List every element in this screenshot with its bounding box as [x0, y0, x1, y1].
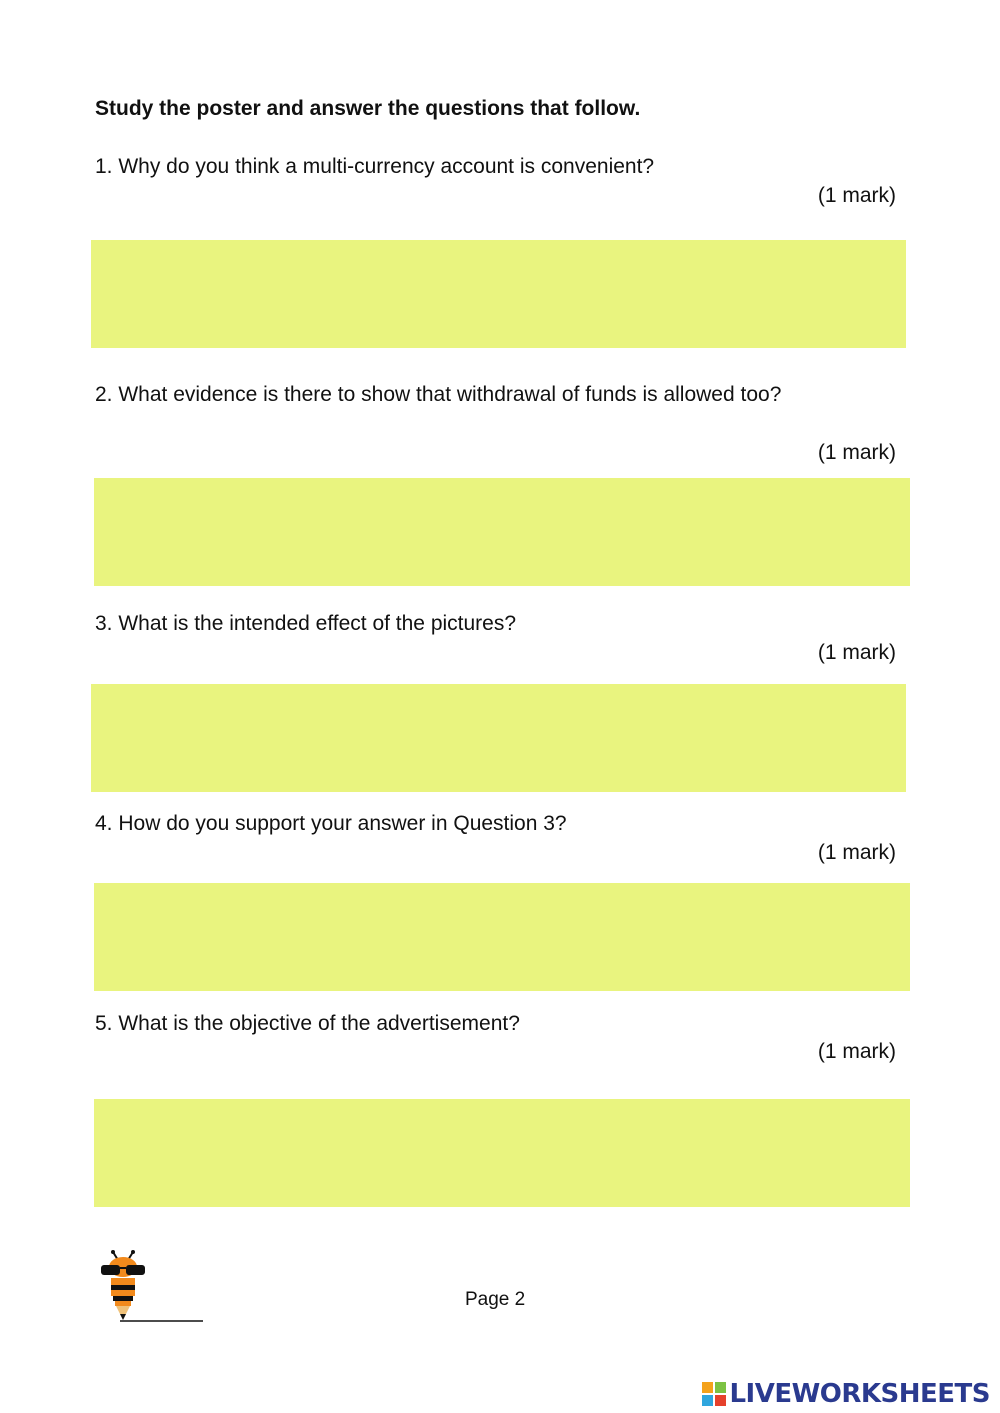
- brand-name: LIVEWORKSHEETS: [729, 1379, 990, 1409]
- answer-box-4[interactable]: [94, 883, 910, 991]
- question-2-text: 2. What evidence is there to show that withdrawal of funds is allowed too?: [95, 383, 782, 406]
- question-3-mark: (1 mark): [817, 641, 896, 664]
- liveworksheets-brand[interactable]: [702, 1376, 990, 1412]
- answer-box-2[interactable]: [94, 478, 910, 586]
- question-1-text: 1. Why do you think a multi-currency account is convenient?: [95, 155, 655, 178]
- write-tribe-logo: [98, 1250, 208, 1328]
- question-2-mark: (1 mark): [817, 441, 896, 464]
- question-5-mark: (1 mark): [817, 1040, 896, 1063]
- question-3-text: 3. What is the intended effect of the pictures?: [95, 612, 517, 635]
- question-5-text: 5. What is the objective of the advertisement?: [95, 1012, 520, 1035]
- bee-mascot-icon: [98, 1250, 208, 1328]
- instruction-heading: Study the poster and answer the questions that follow.: [95, 97, 641, 120]
- question-1-mark: (1 mark): [817, 184, 896, 207]
- page-number: Page 2: [465, 1289, 526, 1310]
- answer-box-5[interactable]: [94, 1099, 910, 1207]
- liveworksheets-logo-icon: [702, 1382, 726, 1406]
- question-4-mark: (1 mark): [817, 841, 896, 864]
- question-4-text: 4. How do you support your answer in Question 3?: [95, 812, 567, 835]
- answer-box-3[interactable]: [91, 684, 906, 792]
- answer-box-1[interactable]: [91, 240, 906, 348]
